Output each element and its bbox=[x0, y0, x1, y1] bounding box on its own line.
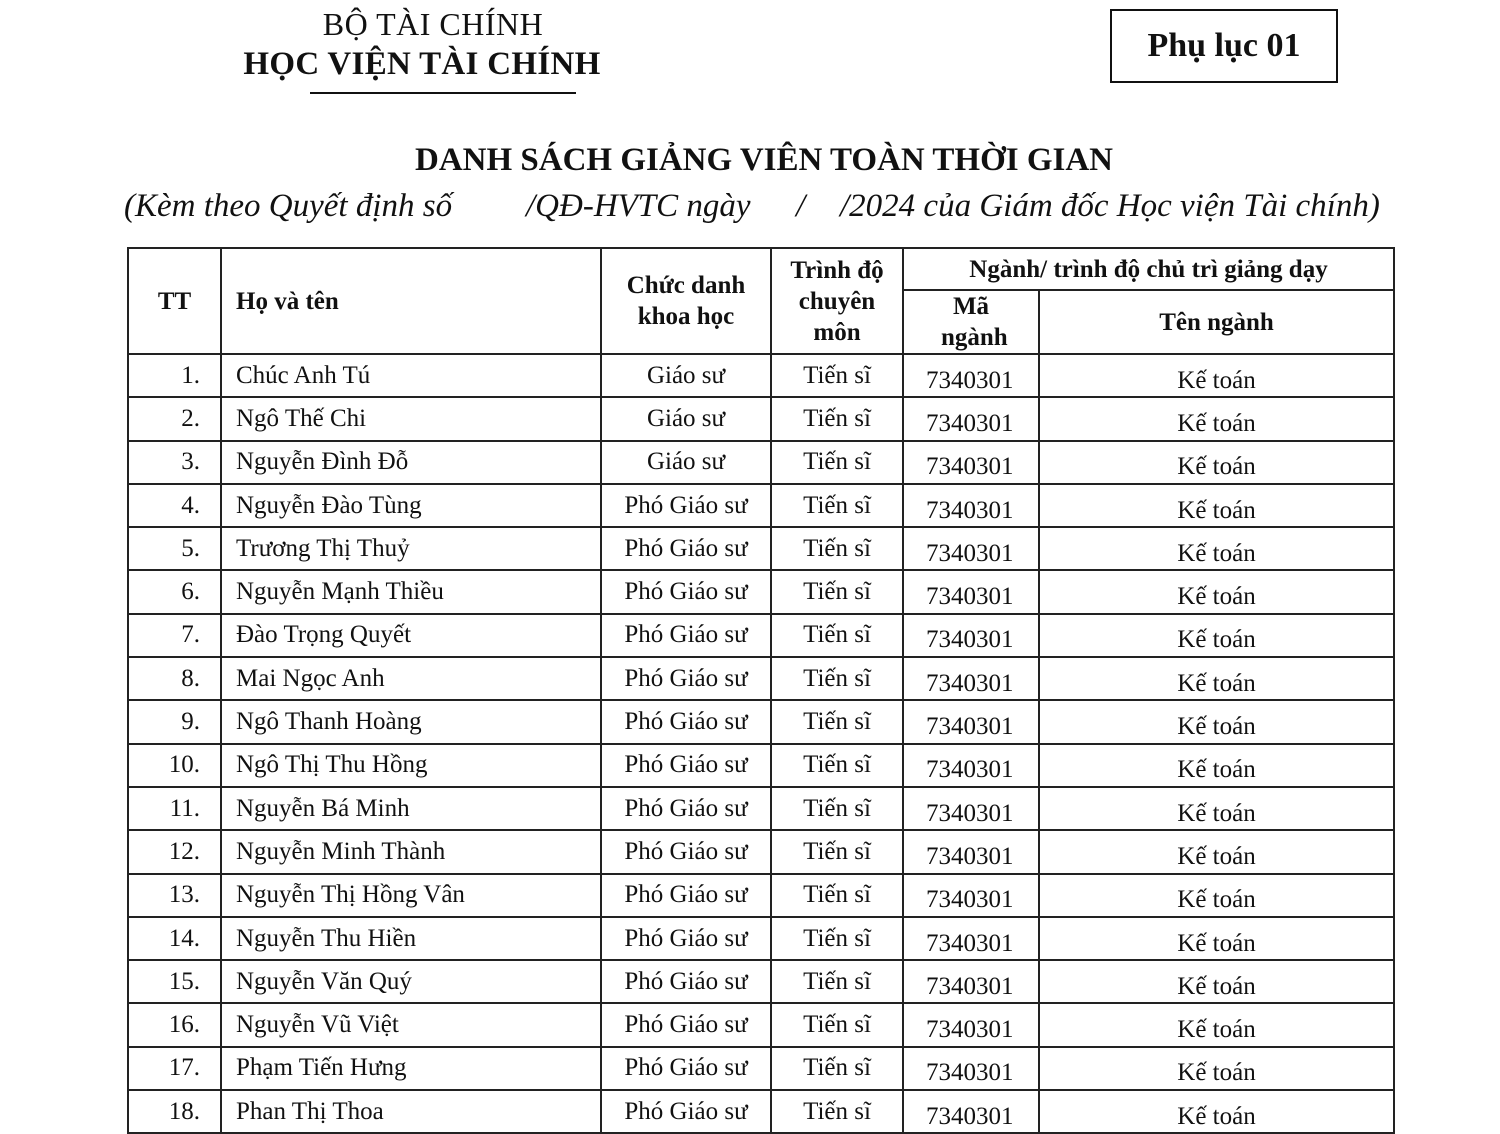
cell-title: Phó Giáo sư bbox=[601, 917, 771, 960]
cell-degree: Tiến sĩ bbox=[771, 441, 903, 484]
cell-name: Nguyễn Văn Quý bbox=[221, 960, 601, 1003]
cell-title: Phó Giáo sư bbox=[601, 570, 771, 613]
cell-name: Nguyễn Đình Đỗ bbox=[221, 441, 601, 484]
cell-title: Giáo sư bbox=[601, 397, 771, 440]
cell-tt: 18. bbox=[128, 1090, 221, 1133]
cell-tt: 10. bbox=[128, 744, 221, 787]
cell-title: Giáo sư bbox=[601, 441, 771, 484]
cell-code: 7340301 bbox=[903, 441, 1039, 484]
cell-name: Ngô Thanh Hoàng bbox=[221, 700, 601, 743]
cell-title: Phó Giáo sư bbox=[601, 830, 771, 873]
cell-major: Kế toán bbox=[1039, 527, 1394, 570]
cell-degree: Tiến sĩ bbox=[771, 397, 903, 440]
header-code bbox=[903, 290, 1039, 354]
cell-degree: Tiến sĩ bbox=[771, 917, 903, 960]
table-row bbox=[128, 917, 1394, 960]
header-degree bbox=[771, 248, 903, 354]
table-row bbox=[128, 484, 1394, 527]
cell-title: Phó Giáo sư bbox=[601, 484, 771, 527]
cell-title: Phó Giáo sư bbox=[601, 960, 771, 1003]
cell-name: Nguyễn Thị Hồng Vân bbox=[221, 874, 601, 917]
cell-code: 7340301 bbox=[903, 527, 1039, 570]
cell-title: Phó Giáo sư bbox=[601, 874, 771, 917]
cell-degree: Tiến sĩ bbox=[771, 787, 903, 830]
ministry-name: BỘ TÀI CHÍNH bbox=[322, 6, 544, 42]
cell-code: 7340301 bbox=[903, 1047, 1039, 1090]
cell-degree: Tiến sĩ bbox=[771, 874, 903, 917]
header-title bbox=[601, 248, 771, 354]
table-row bbox=[128, 657, 1394, 700]
cell-tt: 3. bbox=[128, 441, 221, 484]
cell-major: Kế toán bbox=[1039, 960, 1394, 1003]
header-tt: TT bbox=[128, 248, 221, 354]
cell-name: Ngô Thế Chi bbox=[221, 397, 601, 440]
academy-underline bbox=[310, 92, 576, 94]
table-row bbox=[128, 570, 1394, 613]
cell-tt: 17. bbox=[128, 1047, 221, 1090]
cell-tt: 14. bbox=[128, 917, 221, 960]
cell-degree: Tiến sĩ bbox=[771, 830, 903, 873]
subtitle-part-4: /2024 của Giám đốc Học viện Tài chính) bbox=[840, 188, 1380, 224]
cell-degree: Tiến sĩ bbox=[771, 657, 903, 700]
cell-code: 7340301 bbox=[903, 397, 1039, 440]
cell-major: Kế toán bbox=[1039, 1003, 1394, 1046]
cell-tt: 6. bbox=[128, 570, 221, 613]
cell-code: 7340301 bbox=[903, 484, 1039, 527]
cell-major: Kế toán bbox=[1039, 1047, 1394, 1090]
cell-code: 7340301 bbox=[903, 787, 1039, 830]
cell-major: Kế toán bbox=[1039, 874, 1394, 917]
cell-tt: 2. bbox=[128, 397, 221, 440]
academy-name: HỌC VIỆN TÀI CHÍNH bbox=[243, 46, 601, 82]
cell-name: Nguyễn Minh Thành bbox=[221, 830, 601, 873]
cell-tt: 12. bbox=[128, 830, 221, 873]
lecturer-table bbox=[127, 247, 1395, 1134]
table-row bbox=[128, 700, 1394, 743]
cell-tt: 11. bbox=[128, 787, 221, 830]
appendix-text: Phụ lục 01 bbox=[1147, 27, 1301, 64]
cell-major: Kế toán bbox=[1039, 441, 1394, 484]
subtitle-part-2: /QĐ-HVTC ngày bbox=[526, 188, 751, 224]
header-major: Tên ngành bbox=[1039, 290, 1394, 354]
cell-degree: Tiến sĩ bbox=[771, 1047, 903, 1090]
subtitle-part-3: / bbox=[796, 188, 806, 224]
table-row bbox=[128, 744, 1394, 787]
cell-code: 7340301 bbox=[903, 570, 1039, 613]
document-title: DANH SÁCH GIẢNG VIÊN TOÀN THỜI GIAN bbox=[414, 142, 1114, 178]
subtitle-part-1: (Kèm theo Quyết định số bbox=[124, 188, 453, 224]
header-degree-text: Trình độ chuyên môn bbox=[790, 256, 884, 346]
cell-degree: Tiến sĩ bbox=[771, 484, 903, 527]
cell-major: Kế toán bbox=[1039, 787, 1394, 830]
cell-major: Kế toán bbox=[1039, 1090, 1394, 1133]
cell-tt: 7. bbox=[128, 614, 221, 657]
cell-title: Phó Giáo sư bbox=[601, 1003, 771, 1046]
cell-name: Nguyễn Đào Tùng bbox=[221, 484, 601, 527]
cell-major: Kế toán bbox=[1039, 917, 1394, 960]
cell-title: Phó Giáo sư bbox=[601, 614, 771, 657]
cell-major: Kế toán bbox=[1039, 570, 1394, 613]
table-body bbox=[128, 354, 1394, 1133]
cell-major: Kế toán bbox=[1039, 614, 1394, 657]
cell-code: 7340301 bbox=[903, 830, 1039, 873]
cell-degree: Tiến sĩ bbox=[771, 960, 903, 1003]
cell-code: 7340301 bbox=[903, 700, 1039, 743]
cell-name: Phạm Tiến Hưng bbox=[221, 1047, 601, 1090]
cell-major: Kế toán bbox=[1039, 700, 1394, 743]
cell-name: Ngô Thị Thu Hồng bbox=[221, 744, 601, 787]
cell-major: Kế toán bbox=[1039, 744, 1394, 787]
cell-degree: Tiến sĩ bbox=[771, 1090, 903, 1133]
cell-code: 7340301 bbox=[903, 917, 1039, 960]
cell-name: Nguyễn Vũ Việt bbox=[221, 1003, 601, 1046]
table-row bbox=[128, 354, 1394, 397]
cell-tt: 1. bbox=[128, 354, 221, 397]
table-row bbox=[128, 441, 1394, 484]
cell-degree: Tiến sĩ bbox=[771, 527, 903, 570]
table-row bbox=[128, 527, 1394, 570]
cell-title: Phó Giáo sư bbox=[601, 1047, 771, 1090]
cell-degree: Tiến sĩ bbox=[771, 570, 903, 613]
cell-title: Phó Giáo sư bbox=[601, 657, 771, 700]
cell-name: Nguyễn Thu Hiền bbox=[221, 917, 601, 960]
cell-code: 7340301 bbox=[903, 1003, 1039, 1046]
cell-tt: 8. bbox=[128, 657, 221, 700]
cell-major: Kế toán bbox=[1039, 354, 1394, 397]
cell-title: Giáo sư bbox=[601, 354, 771, 397]
cell-tt: 9. bbox=[128, 700, 221, 743]
cell-name: Trương Thị Thuỷ bbox=[221, 527, 601, 570]
table-row bbox=[128, 960, 1394, 1003]
cell-name: Nguyễn Bá Minh bbox=[221, 787, 601, 830]
cell-code: 7340301 bbox=[903, 657, 1039, 700]
cell-tt: 13. bbox=[128, 874, 221, 917]
cell-name: Nguyễn Mạnh Thiều bbox=[221, 570, 601, 613]
cell-major: Kế toán bbox=[1039, 397, 1394, 440]
cell-degree: Tiến sĩ bbox=[771, 744, 903, 787]
cell-code: 7340301 bbox=[903, 744, 1039, 787]
cell-code: 7340301 bbox=[903, 874, 1039, 917]
cell-name: Phan Thị Thoa bbox=[221, 1090, 601, 1133]
header-title-text: Chức danh khoa học bbox=[626, 272, 746, 330]
cell-major: Kế toán bbox=[1039, 657, 1394, 700]
cell-name: Chúc Anh Tú bbox=[221, 354, 601, 397]
cell-code: 7340301 bbox=[903, 354, 1039, 397]
cell-title: Phó Giáo sư bbox=[601, 527, 771, 570]
cell-major: Kế toán bbox=[1039, 830, 1394, 873]
header-code-text: Mã ngành bbox=[941, 293, 1008, 351]
cell-tt: 4. bbox=[128, 484, 221, 527]
cell-degree: Tiến sĩ bbox=[771, 700, 903, 743]
table-row bbox=[128, 1003, 1394, 1046]
cell-degree: Tiến sĩ bbox=[771, 614, 903, 657]
table-row bbox=[128, 874, 1394, 917]
cell-code: 7340301 bbox=[903, 960, 1039, 1003]
cell-code: 7340301 bbox=[903, 614, 1039, 657]
cell-title: Phó Giáo sư bbox=[601, 787, 771, 830]
table-row bbox=[128, 1047, 1394, 1090]
cell-degree: Tiến sĩ bbox=[771, 1003, 903, 1046]
appendix-label bbox=[1110, 9, 1338, 83]
cell-name: Mai Ngọc Anh bbox=[221, 657, 601, 700]
table-row bbox=[128, 1090, 1394, 1133]
header-group: Ngành/ trình độ chủ trì giảng dạy bbox=[903, 248, 1394, 290]
cell-degree: Tiến sĩ bbox=[771, 354, 903, 397]
table-row bbox=[128, 830, 1394, 873]
cell-tt: 15. bbox=[128, 960, 221, 1003]
cell-title: Phó Giáo sư bbox=[601, 700, 771, 743]
cell-title: Phó Giáo sư bbox=[601, 744, 771, 787]
cell-name: Đào Trọng Quyết bbox=[221, 614, 601, 657]
table-row bbox=[128, 614, 1394, 657]
table-row bbox=[128, 397, 1394, 440]
header-name: Họ và tên bbox=[221, 248, 601, 354]
cell-major: Kế toán bbox=[1039, 484, 1394, 527]
cell-code: 7340301 bbox=[903, 1090, 1039, 1133]
cell-tt: 16. bbox=[128, 1003, 221, 1046]
cell-tt: 5. bbox=[128, 527, 221, 570]
cell-title: Phó Giáo sư bbox=[601, 1090, 771, 1133]
table-row bbox=[128, 787, 1394, 830]
